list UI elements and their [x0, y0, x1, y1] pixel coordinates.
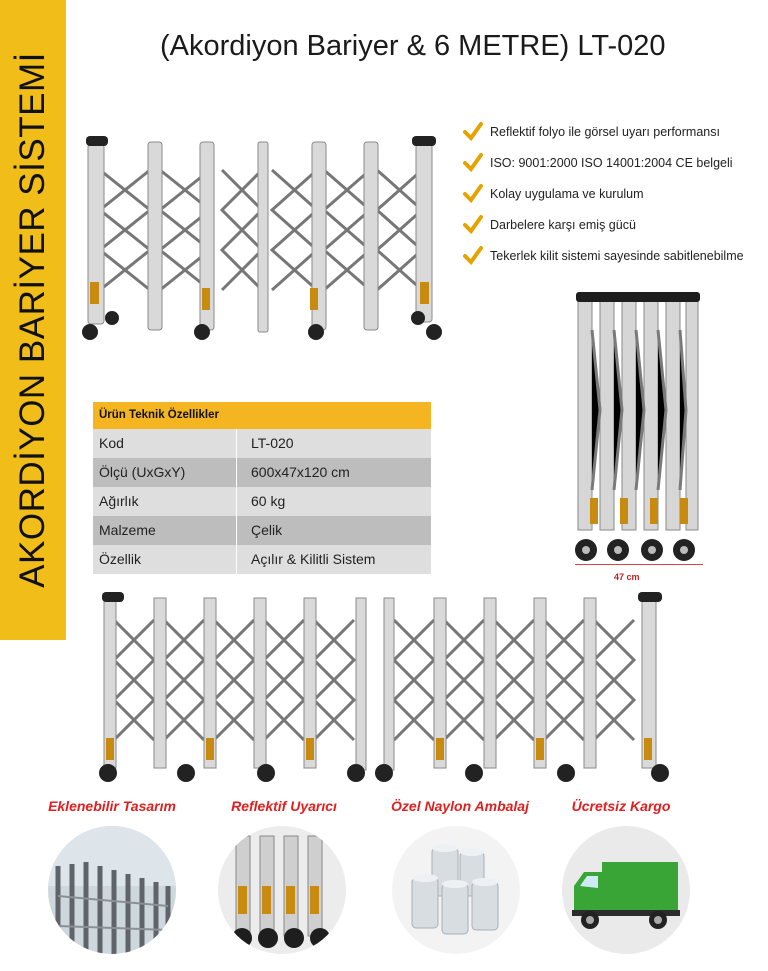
folded-width-label: 47 cm	[614, 572, 640, 582]
spec-row	[93, 429, 431, 458]
check-icon	[462, 183, 484, 205]
icon-label: Özel Naylon Ambalaj	[391, 798, 529, 814]
side-title: AKORDİYON BARİYER SİSTEMİ	[13, 52, 52, 588]
spec-row	[93, 516, 431, 545]
check-icon	[462, 121, 484, 143]
icon-label: Reflektif Uyarıcı	[231, 798, 337, 814]
spec-rows	[93, 429, 431, 574]
feature-text: ISO: 9001:2000 ISO 14001:2004 CE belgeli	[490, 155, 733, 170]
check-icon	[462, 245, 484, 267]
spec-key: Ağırlık	[93, 487, 237, 516]
check-icon	[462, 152, 484, 174]
spec-value: 60 kg	[251, 493, 286, 509]
feature-item	[462, 209, 767, 240]
feature-list	[462, 116, 767, 271]
spec-key: Malzeme	[93, 516, 237, 545]
spec-row	[93, 458, 431, 487]
green-truck-icon	[562, 826, 690, 954]
spec-row	[93, 545, 431, 574]
spec-key: Özellik	[93, 545, 237, 574]
feature-item	[462, 178, 767, 209]
feature-item	[462, 240, 767, 271]
check-icon	[462, 214, 484, 236]
spec-key: Kod	[93, 429, 237, 458]
barrier-photo-folded	[572, 290, 704, 562]
barrier-photo-top	[72, 132, 452, 344]
feature-text: Reflektif folyo ile görsel uyarı performansı	[490, 124, 720, 139]
icon-label: Eklenebilir Tasarım	[48, 798, 176, 814]
spec-value: LT-020	[251, 435, 294, 451]
feature-text: Kolay uygulama ve kurulum	[490, 186, 644, 201]
spec-table	[93, 402, 431, 574]
spec-key: Ölçü (UxGxY)	[93, 458, 237, 487]
icon-label: Ücretsiz Kargo	[571, 798, 671, 814]
spec-value: 600x47x120 cm	[251, 464, 350, 480]
page-title: (Akordiyon Bariyer & 6 METRE) LT-020	[160, 30, 666, 62]
side-banner	[0, 0, 66, 640]
nylon-rolls-photo	[392, 826, 520, 954]
feature-text: Darbelere karşı emiş gücü	[490, 217, 636, 232]
spec-value: Çelik	[251, 522, 283, 538]
spec-row	[93, 487, 431, 516]
stacked-barriers-photo	[48, 826, 176, 954]
reflective-wheels-photo	[218, 826, 346, 954]
barrier-photo-long	[94, 590, 674, 785]
dimension-line	[575, 564, 703, 565]
spec-table-header: Ürün Teknik Özellikler	[93, 402, 431, 429]
feature-text: Tekerlek kilit sistemi sayesinde sabitlenebilme	[490, 248, 744, 263]
feature-item	[462, 116, 767, 147]
feature-item	[462, 147, 767, 178]
spec-value: Açılır & Kilitli Sistem	[251, 551, 376, 567]
